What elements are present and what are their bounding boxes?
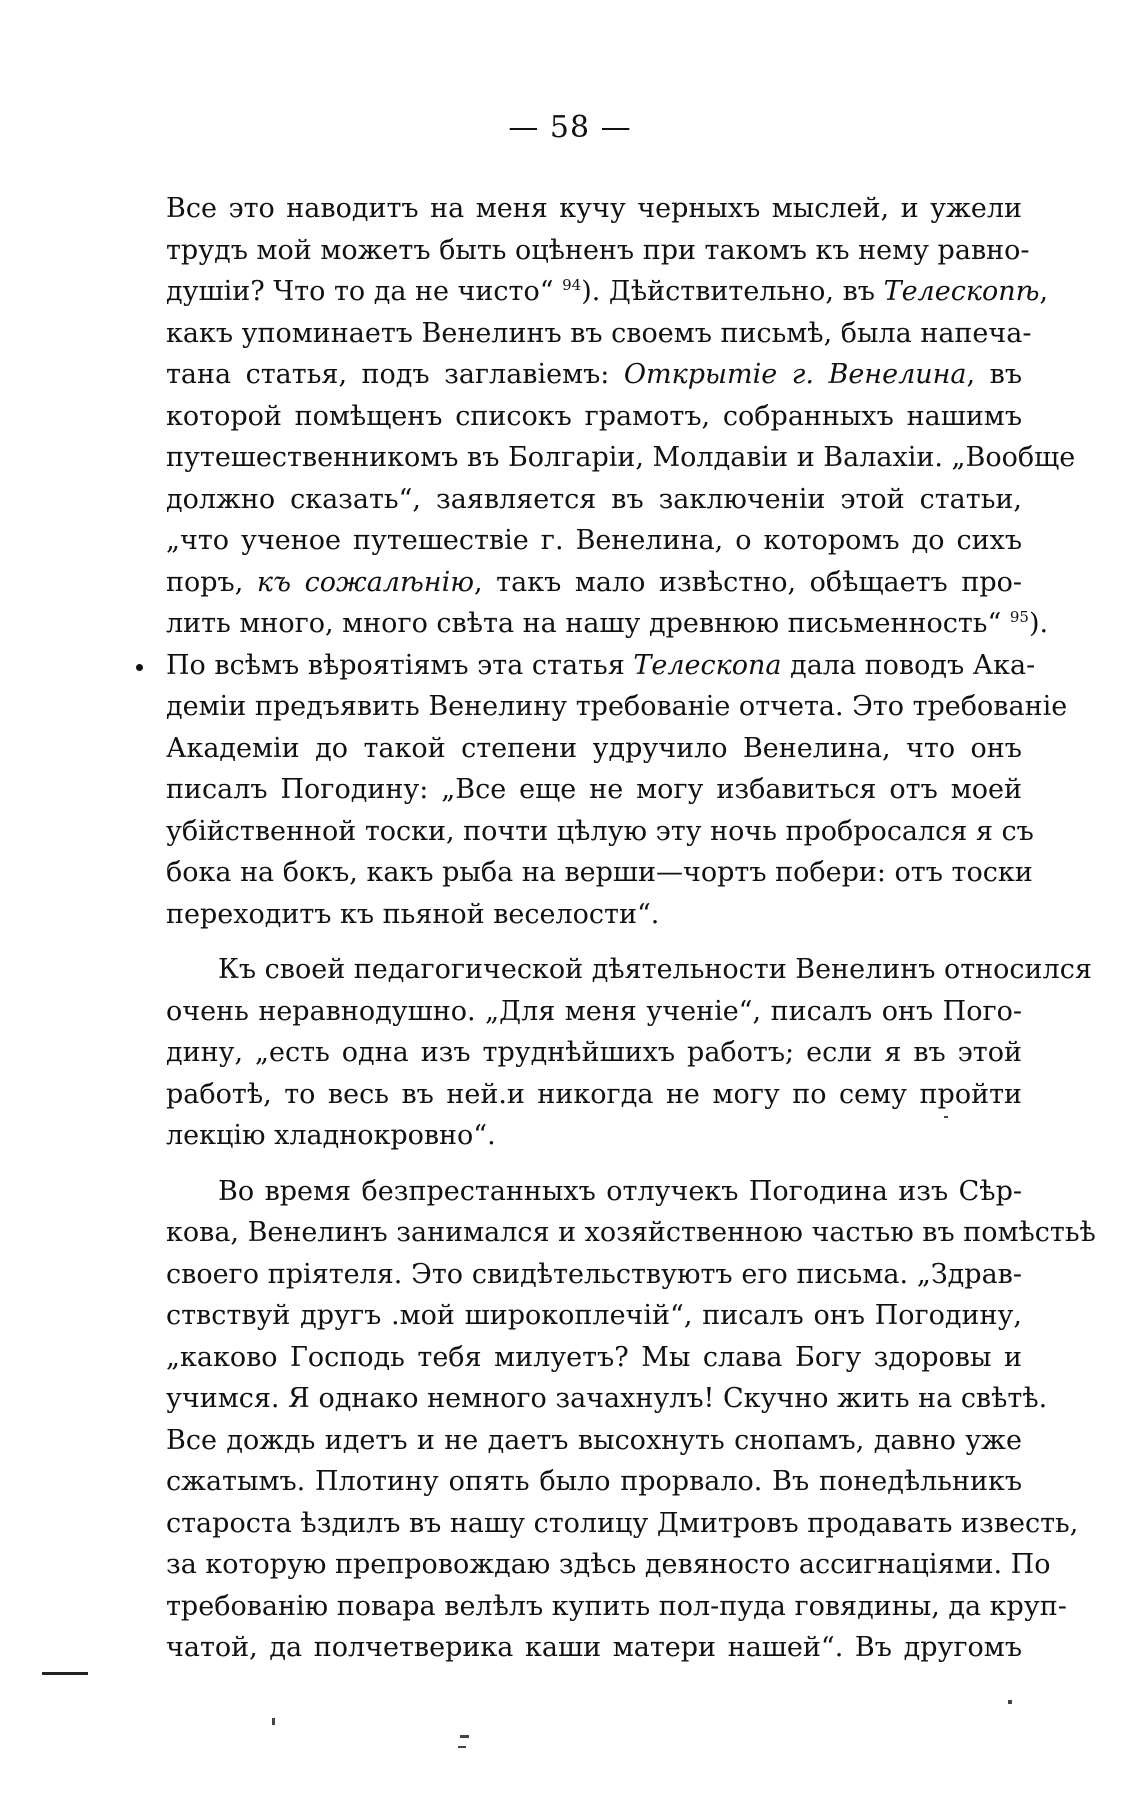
text-line: тана статья, подъ заглавіемъ: Открытіе г. Венелина, въ (166, 359, 1022, 390)
text-line: Къ своей педагогической дѣятельности Венелинъ относился (218, 954, 1092, 985)
text-line: поръ, къ сожалѣнію, такъ мало извѣстно, обѣщаетъ про- (166, 566, 1022, 598)
print-speck (460, 1735, 469, 1738)
text-line: писалъ Погодину: „Все еще не могу избавиться отъ моей (166, 774, 1022, 805)
footnote-ref: 94 (562, 276, 582, 294)
text-line: очень неравнодушно. „Для меня ученіе“, писалъ онъ Пого- (166, 995, 1022, 1027)
footnote-ref: 95 (1009, 608, 1029, 626)
text-line: какъ упоминаетъ Венелинъ въ своемъ письмѣ, была напеча- (166, 317, 1032, 349)
text-line: кова, Венелинъ занимался и хозяйственною частью въ помѣстьѣ (166, 1217, 1096, 1248)
text-line: работѣ, то весь въ ней.и никогда не могу по сему пройти (166, 1078, 1022, 1110)
text-line: убійственной тоски, почти цѣлую эту ночь проброcался я съ (166, 815, 1034, 847)
text-line: сжатымъ. Плотину опять было прорвало. Въ понедѣльникъ (166, 1466, 1022, 1497)
text-line: деміи предъявить Венелину требованіе отчета. Это требованіе (166, 691, 1068, 722)
text-line: лить много, много свѣта на нашу древнюю письменность“ $^{95}$). (166, 608, 1049, 639)
text-line: Все это наводитъ на меня кучу черныхъ мыслей, и ужели (166, 193, 1022, 224)
text-line: ствствуй другъ .мой широкоплечій“, писалъ онъ Погодину, (166, 1300, 1022, 1331)
text-line: Все дождь идетъ и не даетъ высохнуть снопамъ, давно уже (166, 1424, 1022, 1456)
text-line: дину, „есть одна изъ труднѣйшихъ работъ; если я въ этой (166, 1037, 1022, 1068)
text-line: которой помѣщенъ списокъ грамотъ, собранныхъ нашимъ (166, 400, 1022, 432)
print-speck (1008, 1700, 1012, 1704)
text-line: переходитъ къ пьяной веселости“. (166, 898, 660, 930)
text-line: требованію повара велѣлъ купить пол-пуда говядины, да круп- (166, 1590, 1067, 1622)
text-line: чатой, да полчетверика каши матери нашей“. Въ другомъ (166, 1632, 1022, 1663)
text-line: „что ученое путешествіе г. Венелина, о которомъ до сихъ (166, 525, 1022, 556)
margin-dot (136, 664, 143, 671)
text-line: трудъ мой можетъ быть оцѣненъ при такомъ къ нему равно- (166, 234, 1030, 266)
text-line: должно сказать“, заявляется въ заключеніи этой статьи, (166, 483, 1022, 515)
text-line: бока на бокъ, какъ рыба на верши—чортъ побери: отъ тоски (166, 857, 1033, 888)
text-line: староста ѣздилъ въ нашу столицу Дмитровъ продавать известь, (166, 1507, 1079, 1539)
text-line: По всѣмъ вѣроятіямъ эта статья Телескопа дала поводъ Ака- (166, 649, 1036, 681)
margin-dash (42, 1672, 88, 1675)
text-line: учимся. Я однако немного зачахнулъ! Скучно жить на свѣтѣ. (166, 1383, 1048, 1414)
print-speck (458, 1746, 466, 1748)
text-line: лекцію хладнокровно“. (166, 1120, 496, 1151)
text-line: Во время безпрестанныхъ отлучекъ Погодина изъ Сѣр- (218, 1175, 1022, 1207)
text-line: своего пріятеля. Это свидѣтельствуютъ его письма. „Здрав- (166, 1258, 1022, 1290)
text-line: душіи? Что то да не чисто“ $^{94}$). Дѣйствительно, въ Телескопѣ, (166, 276, 1049, 307)
page-number: — 58 — (508, 110, 632, 145)
text-line: „каково Господь тебя милуетъ? Мы слава Богу здоровы и (166, 1341, 1022, 1373)
text-line: Академіи до такой степени удручило Венелина, что онъ (166, 732, 1022, 764)
print-speck (272, 1718, 275, 1725)
text-line: путешественникомъ въ Болгаріи, Молдавіи и Валахіи. „Вообще (166, 442, 1076, 473)
body-text (166, 188, 1096, 1669)
text-line: за которую препровождаю здѣсь девяносто ассигнаціями. По (166, 1549, 1051, 1580)
